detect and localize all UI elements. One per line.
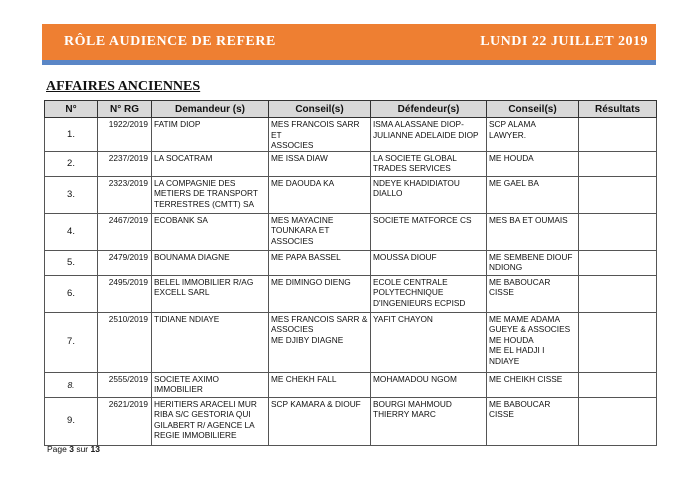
cell-conseil-demandeur: MES FRANCOIS SARR & ASSOCIES ME DJIBY DIAGNE <box>269 312 371 372</box>
cell-defendeur: MOUSSA DIOUF <box>371 250 487 275</box>
table-row <box>45 275 657 312</box>
cell-demandeur: HERITIERS ARACELI MUR RIBA S/C GESTORIA QUI GILABERT R/ AGENCE LA REGIE IMMOBILIERE <box>152 397 269 445</box>
cell-rg: 2323/2019 <box>98 176 152 213</box>
cell-conseil-demandeur: ME DIMINGO DIENG <box>269 275 371 312</box>
section-heading: AFFAIRES ANCIENNES <box>46 79 201 94</box>
cell-rg: 2479/2019 <box>98 250 152 275</box>
cell-resultat <box>579 176 657 213</box>
table-header-row <box>45 101 657 118</box>
header-banner <box>42 24 656 65</box>
table-row <box>45 250 657 275</box>
table-row <box>45 151 657 176</box>
cell-num: 4. <box>45 213 98 250</box>
cell-conseil-defendeur: ME CHEIKH CISSE <box>487 372 579 397</box>
table-row <box>45 213 657 250</box>
column-header-rg: N° RG <box>98 101 152 118</box>
cell-conseil-demandeur: ME DAOUDA KA <box>269 176 371 213</box>
cell-num: 8. <box>45 372 98 397</box>
cell-num: 7. <box>45 312 98 372</box>
cell-conseil-defendeur: MES BA ET OUMAIS <box>487 213 579 250</box>
cell-demandeur: BOUNAMA DIAGNE <box>152 250 269 275</box>
cell-conseil-defendeur: ME GAEL BA <box>487 176 579 213</box>
cell-conseil-demandeur: ME PAPA BASSEL <box>269 250 371 275</box>
cell-conseil-demandeur: SCP KAMARA & DIOUF <box>269 397 371 445</box>
cell-rg: 2510/2019 <box>98 312 152 372</box>
cell-conseil-defendeur: ME HOUDA <box>487 151 579 176</box>
cell-conseil-defendeur: ME SEMBENE DIOUF NDIONG <box>487 250 579 275</box>
page-total: 13 <box>90 444 100 454</box>
page-footer <box>47 444 100 454</box>
cell-resultat <box>579 151 657 176</box>
column-header-defendeur: Défendeur(s) <box>371 101 487 118</box>
column-header-conseil-demandeur: Conseil(s) <box>269 101 371 118</box>
cell-conseil-demandeur: ME CHEKH FALL <box>269 372 371 397</box>
cell-rg: 2237/2019 <box>98 151 152 176</box>
cell-defendeur: NDEYE KHADIDIATOU DIALLO <box>371 176 487 213</box>
column-header-resultats: Résultats <box>579 101 657 118</box>
cell-conseil-defendeur: ME BABOUCAR CISSE <box>487 275 579 312</box>
cell-demandeur: SOCIETE AXIMO IMMOBILIER <box>152 372 269 397</box>
cell-conseil-demandeur: MES FRANCOIS SARR ET ASSOCIES <box>269 118 371 152</box>
cell-defendeur: SOCIETE MATFORCE CS <box>371 213 487 250</box>
hearing-date: LUNDI 22 JUILLET 2019 <box>480 34 648 49</box>
cell-num: 2. <box>45 151 98 176</box>
column-header-num: N° <box>45 101 98 118</box>
cell-resultat <box>579 397 657 445</box>
page-current: 3 <box>69 444 74 454</box>
cell-rg: 2621/2019 <box>98 397 152 445</box>
table-row <box>45 397 657 445</box>
cell-demandeur: BELEL IMMOBILIER R/AG EXCELL SARL <box>152 275 269 312</box>
cell-conseil-defendeur: ME BABOUCAR CISSE <box>487 397 579 445</box>
cell-conseil-defendeur: ME MAME ADAMA GUEYE & ASSOCIES ME HOUDA ME EL HADJI I NDIAYE <box>487 312 579 372</box>
table-row <box>45 372 657 397</box>
cell-demandeur: FATIM DIOP <box>152 118 269 152</box>
cell-defendeur: BOURGI MAHMOUD THIERRY MARC <box>371 397 487 445</box>
cell-num: 9. <box>45 397 98 445</box>
cell-resultat <box>579 250 657 275</box>
cell-rg: 2495/2019 <box>98 275 152 312</box>
cell-num: 1. <box>45 118 98 152</box>
cell-conseil-demandeur: ME ISSA DIAW <box>269 151 371 176</box>
document-title: RÔLE AUDIENCE DE REFERE <box>64 34 276 49</box>
column-header-demandeur: Demandeur (s) <box>152 101 269 118</box>
cell-demandeur: LA SOCATRAM <box>152 151 269 176</box>
cell-num: 5. <box>45 250 98 275</box>
cell-resultat <box>579 118 657 152</box>
page-separator: sur <box>73 444 91 454</box>
table-row <box>45 312 657 372</box>
table-row <box>45 118 657 152</box>
cell-defendeur: YAFIT CHAYON <box>371 312 487 372</box>
cell-resultat <box>579 275 657 312</box>
cell-demandeur: ECOBANK SA <box>152 213 269 250</box>
cell-defendeur: ISMA ALASSANE DIOP- JULIANNE ADELAIDE DIOP <box>371 118 487 152</box>
cell-defendeur: MOHAMADOU NGOM <box>371 372 487 397</box>
cell-conseil-demandeur: MES MAYACINE TOUNKARA ET ASSOCIES <box>269 213 371 250</box>
cell-resultat <box>579 213 657 250</box>
cell-rg: 1922/2019 <box>98 118 152 152</box>
cell-defendeur: ECOLE CENTRALE POLYTECHNIQUE D'INGENIEURS ECPISD <box>371 275 487 312</box>
page-prefix: Page <box>47 444 70 454</box>
cell-num: 6. <box>45 275 98 312</box>
cell-resultat <box>579 312 657 372</box>
cell-defendeur: LA SOCIETE GLOBAL TRADES SERVICES <box>371 151 487 176</box>
column-header-conseil-defendeur: Conseil(s) <box>487 101 579 118</box>
cell-demandeur: LA COMPAGNIE DES METIERS DE TRANSPORT TERRESTRES (CMTT) SA <box>152 176 269 213</box>
cell-demandeur: TIDIANE NDIAYE <box>152 312 269 372</box>
cases-table <box>44 100 657 446</box>
cell-conseil-defendeur: SCP ALAMA LAWYER. <box>487 118 579 152</box>
table-row <box>45 176 657 213</box>
cell-rg: 2467/2019 <box>98 213 152 250</box>
cell-num: 3. <box>45 176 98 213</box>
cell-resultat <box>579 372 657 397</box>
cell-rg: 2555/2019 <box>98 372 152 397</box>
